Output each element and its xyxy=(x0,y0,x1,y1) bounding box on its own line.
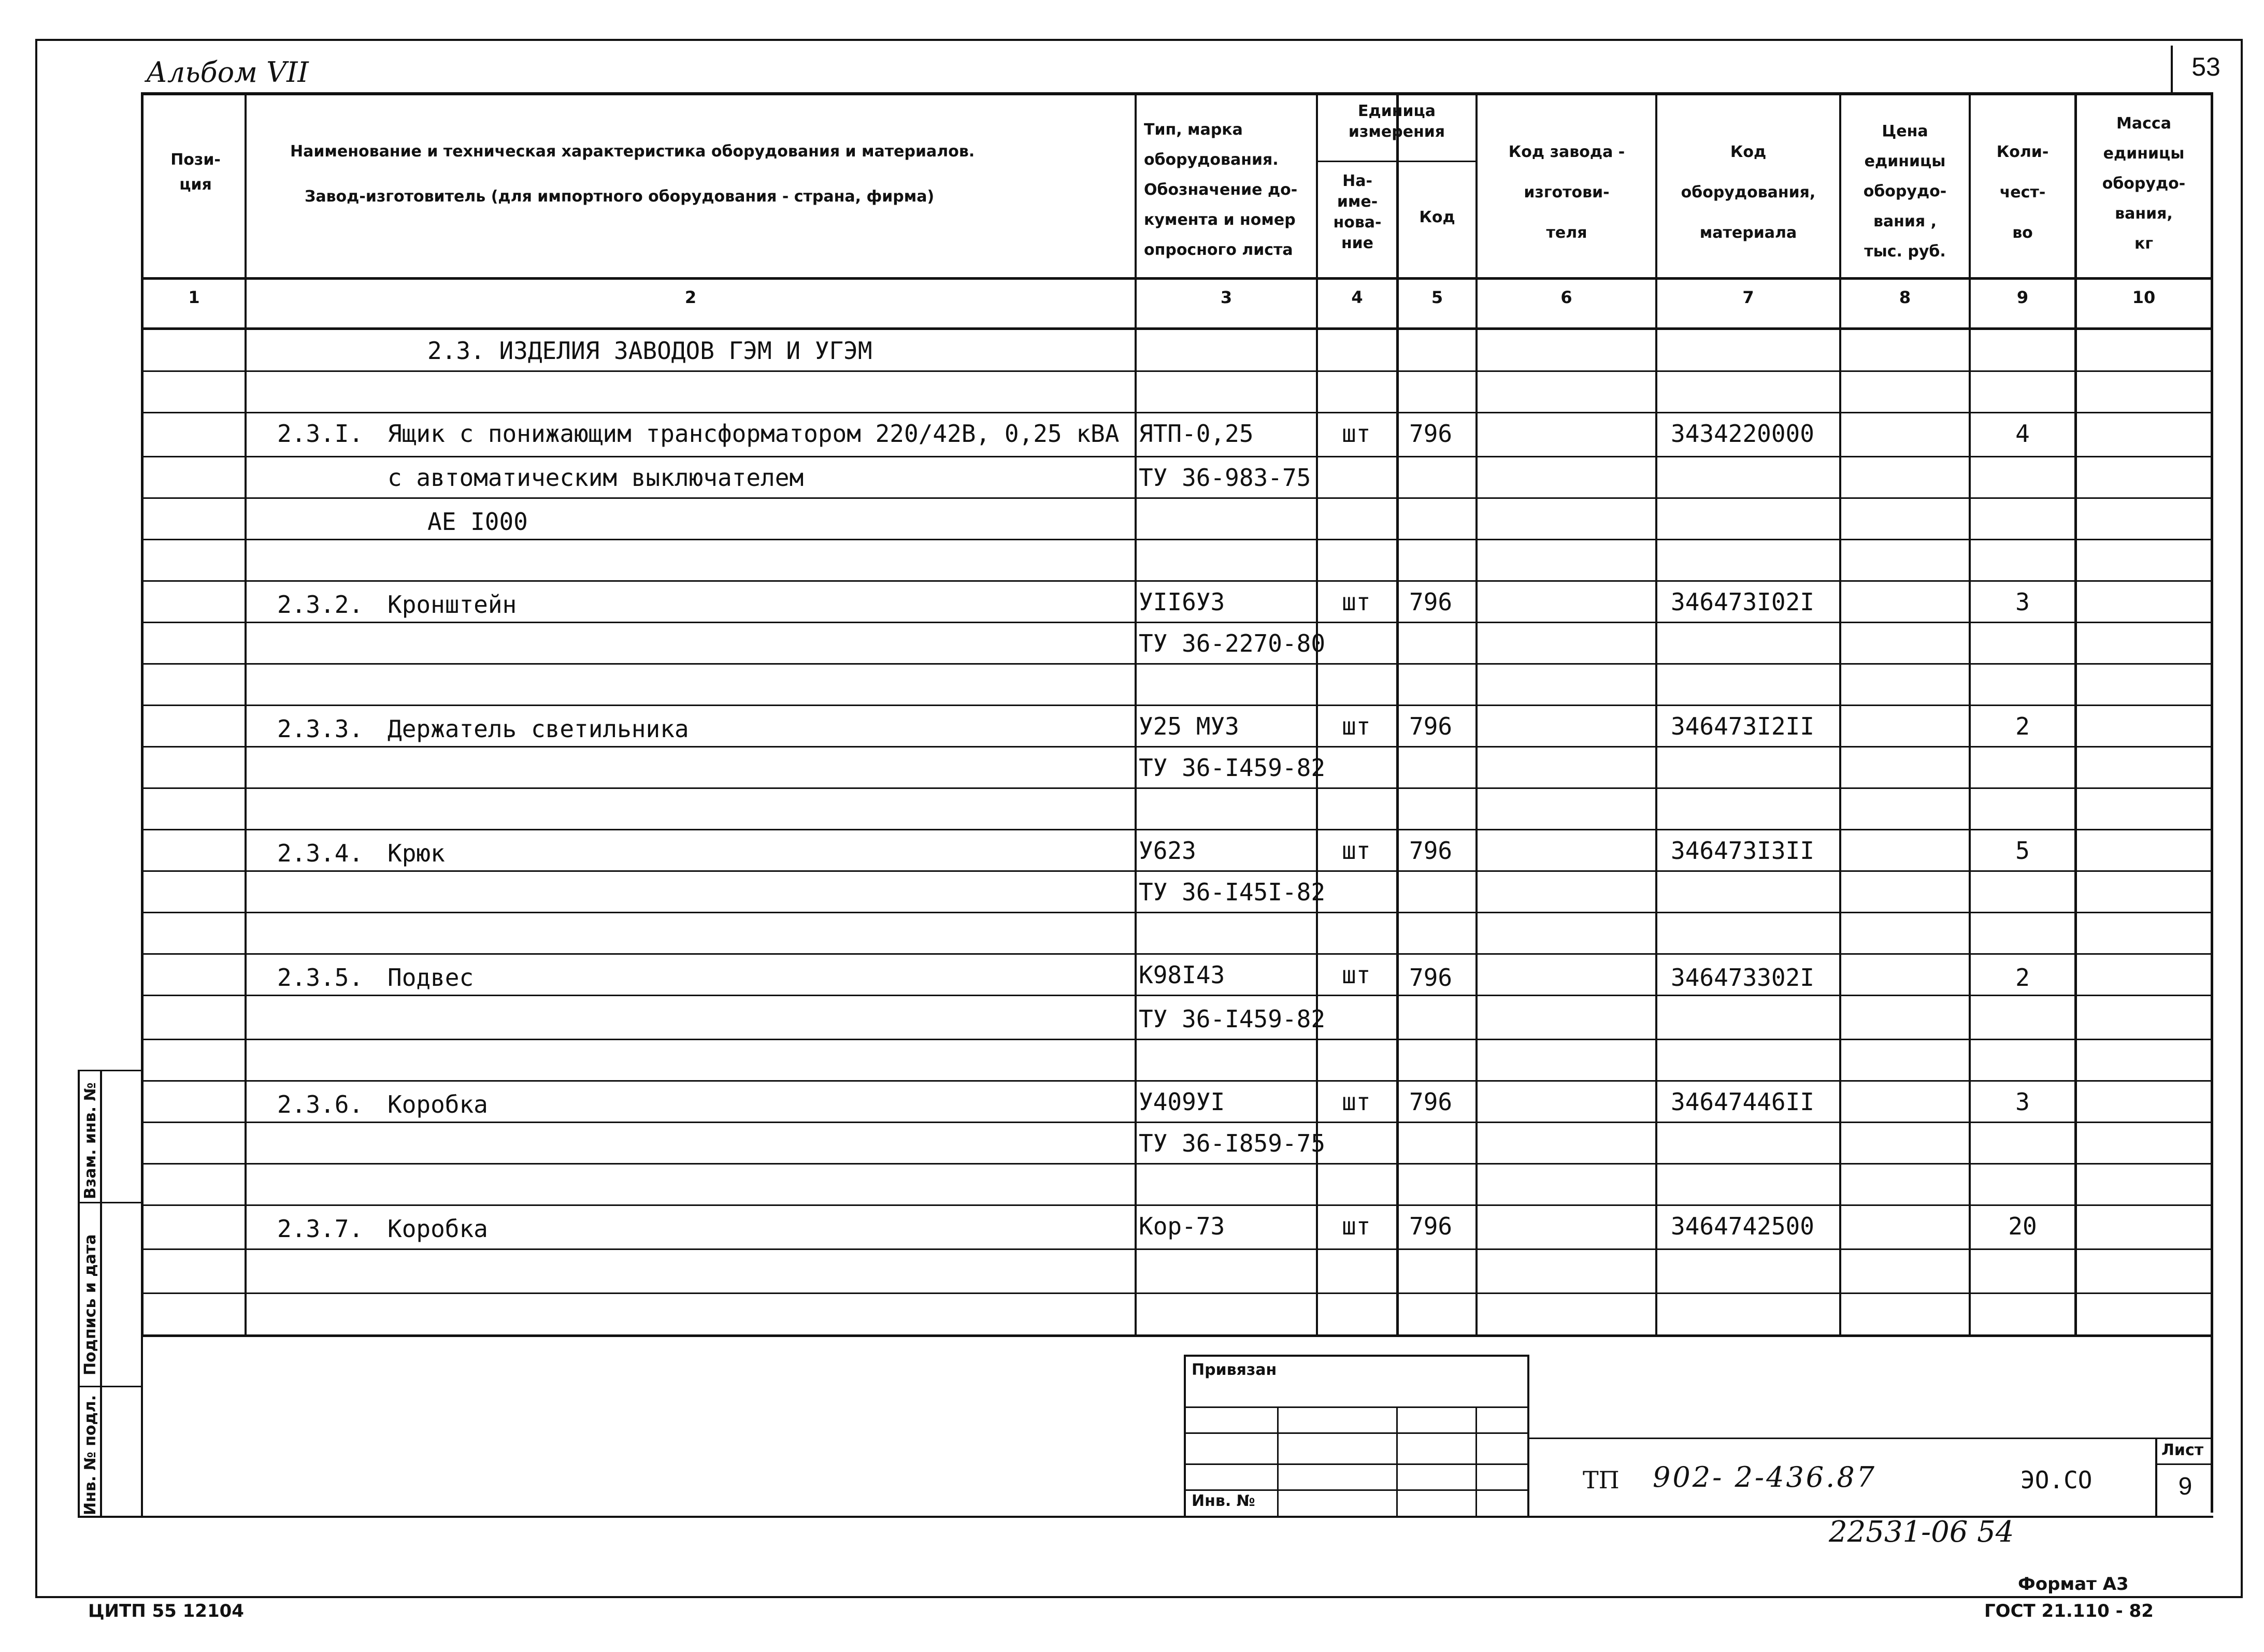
item-unit-code: 796 xyxy=(1409,712,1453,740)
col-num-10: 10 xyxy=(2132,288,2156,307)
item-doc: ТУ 36-I859-75 xyxy=(1139,1129,1326,1157)
item-doc: ТУ 36-I459-82 xyxy=(1139,754,1326,782)
header-price: Цена единицы оборудо- вания , тыс. руб. xyxy=(1863,122,1947,261)
col-num-6: 6 xyxy=(1560,288,1572,307)
item-type: ЯТП-0,25 xyxy=(1139,420,1254,448)
side-label-vzam: Взам. инв. № xyxy=(81,1082,99,1199)
item-unit-code: 796 xyxy=(1409,837,1453,865)
header-unit-name: На- име- нова- ние xyxy=(1333,172,1382,252)
item-name: Коробка xyxy=(388,1090,488,1118)
header-position: Пози- ция xyxy=(170,151,221,194)
item-material-code: 346473302I xyxy=(1671,964,1814,992)
header-quantity: Коли- чест- во xyxy=(1996,143,2049,242)
item-name-line2: с автоматическим выключателем xyxy=(388,464,804,492)
item-unit: шт xyxy=(1342,961,1371,989)
item-unit-code: 796 xyxy=(1409,588,1453,616)
col-num-7: 7 xyxy=(1742,288,1754,307)
item-unit: шт xyxy=(1342,837,1371,865)
item-type: У623 xyxy=(1139,837,1196,865)
item-type: К98I43 xyxy=(1139,961,1225,989)
header-mass: Масса единицы оборудо- вания, кг xyxy=(2102,114,2186,253)
header-factory-code: Код завода - изготови- теля xyxy=(1508,143,1625,242)
item-position: 2.3.7. xyxy=(277,1215,364,1243)
header-unit: Единица измерения xyxy=(1348,102,1445,141)
item-doc: ТУ 36-I45I-82 xyxy=(1139,878,1326,906)
header-name-line1: Наименование и техническая характеристика оборудования и материалов. xyxy=(290,142,975,161)
sheet-number: 53 xyxy=(2191,52,2220,81)
item-unit-code: 796 xyxy=(1409,964,1453,992)
header-material-code: Код оборудования, материала xyxy=(1681,143,1816,242)
stamp-project: 902- 2-436.87 xyxy=(1653,1461,1877,1493)
item-unit-code: 796 xyxy=(1409,1212,1453,1240)
item-doc: ТУ 36-I459-82 xyxy=(1139,1005,1326,1033)
side-label-podpis: Подпись и дата xyxy=(81,1234,99,1375)
item-position: 2.3.I. xyxy=(277,420,364,448)
col-num-3: 3 xyxy=(1220,288,1233,307)
item-quantity: 3 xyxy=(2015,1088,2030,1116)
col-num-4: 4 xyxy=(1351,288,1363,307)
item-quantity: 2 xyxy=(2015,964,2030,992)
item-position: 2.3.2. xyxy=(277,591,364,619)
item-quantity: 2 xyxy=(2015,712,2030,740)
item-doc: ТУ 36-983-75 xyxy=(1139,464,1311,492)
item-material-code: 3434220000 xyxy=(1671,420,1814,448)
handwritten-number: 22531-06 54 xyxy=(1829,1515,2014,1549)
header-unit-code: Код xyxy=(1419,208,1455,226)
item-name-line3: АЕ I000 xyxy=(427,508,528,536)
col-num-1: 1 xyxy=(188,288,200,307)
item-position: 2.3.6. xyxy=(277,1090,364,1118)
item-unit: шт xyxy=(1342,712,1371,740)
item-type: У409УI xyxy=(1139,1088,1225,1116)
item-name: Крюк xyxy=(388,839,445,867)
item-quantity: 4 xyxy=(2015,420,2030,448)
col-num-9: 9 xyxy=(2016,288,2029,307)
item-material-code: 3464742500 xyxy=(1671,1212,1814,1240)
item-material-code: 346473I2II xyxy=(1671,712,1814,740)
stamp-section: ЭО.СО xyxy=(2021,1466,2093,1494)
item-material-code: 346473I3II xyxy=(1671,837,1814,865)
stamp-tp: ТП xyxy=(1583,1466,1620,1494)
side-label-inv-podl: Инв. № подл. xyxy=(81,1395,99,1515)
col-num-8: 8 xyxy=(1899,288,1911,307)
item-type: УII6У3 xyxy=(1139,588,1225,616)
item-position: 2.3.3. xyxy=(277,715,364,743)
item-position: 2.3.5. xyxy=(277,964,364,992)
item-name: Коробка xyxy=(388,1215,488,1243)
item-unit: шт xyxy=(1342,420,1371,448)
stamp-sheet: 9 xyxy=(2178,1473,2193,1500)
header-name-line2: Завод-изготовитель (для импортного оборудования - страна, фирма) xyxy=(305,188,935,206)
item-quantity: 5 xyxy=(2015,837,2030,865)
stamp-sheet-label: Лист xyxy=(2161,1441,2204,1459)
item-unit: шт xyxy=(1342,1212,1371,1240)
item-material-code: 34647446II xyxy=(1671,1088,1814,1116)
item-quantity: 20 xyxy=(2008,1212,2037,1240)
item-name: Кронштейн xyxy=(388,591,517,619)
item-unit-code: 796 xyxy=(1409,1088,1453,1116)
item-type: Кор-73 xyxy=(1139,1212,1225,1240)
col-num-2: 2 xyxy=(684,288,697,307)
item-unit-code: 796 xyxy=(1409,420,1453,448)
section-title: 2.3. ИЗДЕЛИЯ ЗАВОДОВ ГЭМ И УГЭМ xyxy=(427,337,872,365)
item-name: Подвес xyxy=(388,964,474,992)
col-num-5: 5 xyxy=(1431,288,1443,307)
item-doc: ТУ 36-2270-80 xyxy=(1139,629,1326,657)
gost-label: ГОСТ 21.110 - 82 xyxy=(1984,1601,2154,1621)
format-label: Формат А3 xyxy=(2018,1574,2129,1594)
item-name: Держатель светильника xyxy=(388,715,689,743)
stamp-privyazan: Привязан xyxy=(1192,1361,1277,1379)
stamp-inv-no: Инв. № xyxy=(1192,1492,1255,1510)
item-name: Ящик с понижающим трансформатором 220/42В, 0,25 кВА xyxy=(388,420,1120,448)
header-type: Тип, марка оборудования. Обозначение до- кумента и номер опросного листа xyxy=(1144,121,1298,259)
item-unit: шт xyxy=(1342,1088,1371,1116)
item-quantity: 3 xyxy=(2015,588,2030,616)
item-position: 2.3.4. xyxy=(277,839,364,867)
item-unit: шт xyxy=(1342,588,1371,616)
printer-label: ЦИТП 55 12104 xyxy=(88,1601,244,1621)
item-material-code: 346473I02I xyxy=(1671,588,1814,616)
album-title: Альбом VII xyxy=(146,56,309,89)
item-type: У25 МУ3 xyxy=(1139,712,1239,740)
